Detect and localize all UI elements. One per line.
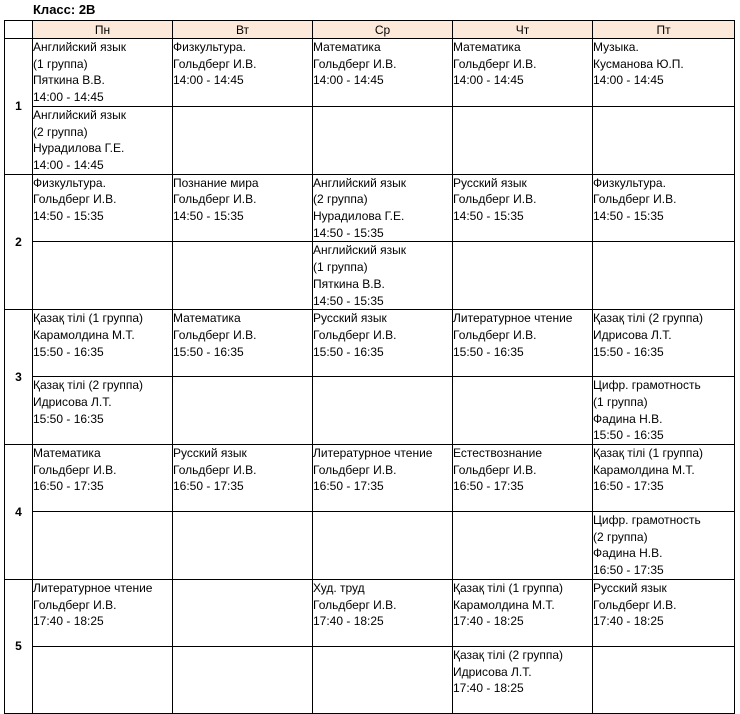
schedule-cell-tue [173, 242, 313, 310]
cell-line: Английский язык [33, 107, 127, 122]
lesson-number: 2 [5, 174, 33, 310]
cell-line: 17:40 - 18:25 [313, 614, 384, 629]
cell-line: Гольдберг И.В. [593, 597, 677, 612]
cell-line: 14:00 - 14:45 [593, 73, 664, 88]
day-header-fri: Пт [593, 21, 735, 39]
day-header-tue: Вт [173, 21, 313, 39]
cell-line: Гольдберг И.В. [173, 56, 257, 71]
schedule-cell-mon [33, 39, 173, 107]
cell-line: Музыка. [593, 40, 639, 54]
cell-line: Физкультура. [593, 175, 666, 190]
cell-line: Русский язык [313, 311, 387, 326]
schedule-cell-tue [173, 579, 313, 646]
schedule-cell-tue [173, 377, 313, 445]
schedule-cell-tue [173, 310, 313, 377]
schedule-cell-wed [313, 377, 453, 445]
lesson-number: 3 [5, 310, 33, 445]
schedule-cell-thu [453, 310, 593, 377]
cell-line: 15:50 - 16:35 [593, 428, 664, 443]
schedule-cell-thu [453, 579, 593, 646]
cell-line: Математика [313, 40, 381, 54]
schedule-cell-fri [593, 445, 735, 512]
cell-line: 14:00 - 14:45 [313, 73, 384, 88]
schedule-cell-mon [33, 377, 173, 445]
cell-line: Цифр. грамотность [593, 378, 701, 393]
cell-line: Естествознание [453, 446, 542, 461]
cell-line: Фадина Н.В. [593, 546, 663, 561]
day-header-wed: Ср [313, 21, 453, 39]
cell-line: Карамолдина М.Т. [453, 597, 555, 612]
schedule-cell-mon [33, 310, 173, 377]
lesson-row [5, 174, 735, 242]
cell-line: (2 группа) [33, 124, 88, 139]
schedule-cell-thu [453, 445, 593, 512]
cell-line: Нурадилова Г.Е. [313, 209, 405, 224]
cell-line: Идрисова Л.Т. [593, 327, 672, 342]
lesson-number: 5 [5, 579, 33, 713]
cell-line: Цифр. грамотность [593, 513, 701, 528]
schedule-cell-mon [33, 242, 173, 310]
cell-line: Гольдберг И.В. [313, 597, 397, 612]
cell-line: Литературное чтение [453, 311, 573, 326]
schedule-cell-fri [593, 310, 735, 377]
schedule-cell-mon [33, 512, 173, 580]
lesson-number: 1 [5, 39, 33, 175]
schedule-cell-fri [593, 174, 735, 242]
cell-line: 16:50 - 17:35 [33, 479, 104, 494]
schedule-cell-thu [453, 106, 593, 174]
cell-line: Қазақ тілі (2 группа) [33, 378, 144, 393]
cell-line: Нурадилова Г.Е. [33, 141, 125, 156]
class-title: Класс: 2В [33, 2, 96, 17]
cell-line: Гольдберг И.В. [33, 597, 117, 612]
cell-line: Қазақ тілі (1 группа) [453, 580, 564, 595]
schedule-cell-wed [313, 512, 453, 580]
cell-line: 15:50 - 16:35 [173, 344, 244, 359]
cell-line: Қазақ тілі (2 группа) [593, 311, 704, 326]
lesson-number: 4 [5, 445, 33, 580]
cell-line: 16:50 - 17:35 [313, 479, 384, 494]
schedule-cell-tue [173, 512, 313, 580]
cell-line: 14:00 - 14:45 [33, 157, 104, 172]
cell-line: Идрисова Л.Т. [453, 664, 532, 679]
day-header-mon: Пн [33, 21, 173, 39]
cell-line: Гольдберг И.В. [453, 462, 537, 477]
cell-line: 15:50 - 16:35 [33, 411, 104, 426]
cell-line: Гольдберг И.В. [313, 56, 397, 71]
cell-line: Карамолдина М.Т. [33, 327, 135, 342]
cell-line: Познание мира [173, 175, 259, 190]
cell-line: 14:50 - 15:35 [33, 209, 104, 224]
cell-line: 17:40 - 18:25 [593, 614, 664, 629]
cell-line: 17:40 - 18:25 [453, 614, 524, 629]
cell-line: (1 группа) [313, 260, 368, 275]
cell-line: Литературное чтение [313, 446, 433, 461]
cell-line: Қазақ тілі (1 группа) [593, 446, 704, 461]
schedule-cell-thu [453, 646, 593, 713]
cell-line: 17:40 - 18:25 [33, 614, 104, 629]
cell-line: (2 группа) [593, 529, 648, 544]
cell-line: 16:50 - 17:35 [593, 563, 664, 578]
schedule-cell-tue [173, 646, 313, 713]
header-row [5, 21, 735, 39]
cell-line: 14:00 - 14:45 [173, 73, 244, 88]
schedule-cell-thu [453, 39, 593, 107]
cell-line: 14:50 - 15:35 [313, 225, 384, 240]
cell-line: 14:00 - 14:45 [33, 90, 104, 105]
cell-line: Карамолдина М.Т. [593, 462, 695, 477]
cell-line: Английский язык [313, 243, 407, 258]
cell-line: 17:40 - 18:25 [453, 681, 524, 696]
cell-line: Гольдберг И.В. [453, 327, 537, 342]
cell-line: Худ. труд [313, 580, 365, 595]
schedule-cell-fri [593, 646, 735, 713]
cell-line: 14:50 - 15:35 [453, 209, 524, 224]
schedule-cell-mon [33, 646, 173, 713]
schedule-cell-wed [313, 106, 453, 174]
cell-line: 14:50 - 15:35 [593, 209, 664, 224]
schedule-cell-wed [313, 646, 453, 713]
schedule-cell-tue [173, 174, 313, 242]
cell-line: 14:50 - 15:35 [173, 209, 244, 224]
lesson-row [5, 242, 735, 310]
cell-line: (2 группа) [313, 192, 368, 207]
cell-line: Русский язык [593, 580, 667, 595]
cell-line: Гольдберг И.В. [173, 462, 257, 477]
cell-line: Қазақ тілі (1 группа) [33, 311, 144, 326]
cell-line: 15:50 - 16:35 [313, 344, 384, 359]
schedule-cell-thu [453, 377, 593, 445]
cell-line: (1 группа) [33, 56, 88, 71]
cell-line: Гольдберг И.В. [453, 192, 537, 207]
cell-line: 14:50 - 15:35 [313, 293, 384, 308]
schedule-cell-fri [593, 106, 735, 174]
cell-line: Математика [33, 446, 101, 461]
schedule-cell-wed [313, 242, 453, 310]
cell-line: Русский язык [453, 175, 527, 190]
corner-cell [5, 21, 33, 39]
day-header-thu: Чт [453, 21, 593, 39]
cell-line: Гольдберг И.В. [593, 192, 677, 207]
cell-line: Физкультура. [173, 40, 246, 54]
cell-line: Гольдберг И.В. [33, 462, 117, 477]
cell-line: Гольдберг И.В. [313, 462, 397, 477]
cell-line: 15:50 - 16:35 [33, 344, 104, 359]
cell-line: Пяткина В.В. [33, 73, 105, 88]
schedule-cell-wed [313, 39, 453, 107]
lesson-row [5, 106, 735, 174]
cell-line: 14:00 - 14:45 [453, 73, 524, 88]
cell-line: Математика [173, 311, 241, 326]
lesson-row [5, 579, 735, 646]
cell-line: 15:50 - 16:35 [593, 344, 664, 359]
cell-line: Гольдберг И.В. [173, 192, 257, 207]
cell-line: Гольдберг И.В. [453, 56, 537, 71]
schedule-cell-fri [593, 579, 735, 646]
schedule-cell-mon [33, 579, 173, 646]
cell-line: Кусманова Ю.П. [593, 56, 684, 71]
cell-line: Русский язык [173, 446, 247, 461]
schedule-cell-thu [453, 242, 593, 310]
schedule-table [4, 20, 735, 714]
schedule-cell-fri [593, 39, 735, 107]
schedule-cell-tue [173, 445, 313, 512]
cell-line: 16:50 - 17:35 [453, 479, 524, 494]
schedule-cell-mon [33, 174, 173, 242]
schedule-cell-thu [453, 512, 593, 580]
lesson-row [5, 310, 735, 377]
cell-line: 16:50 - 17:35 [173, 479, 244, 494]
cell-line: Фадина Н.В. [593, 411, 663, 426]
cell-line: Математика [453, 40, 521, 54]
cell-line: Английский язык [33, 40, 127, 54]
schedule-cell-fri [593, 377, 735, 445]
cell-line: Английский язык [313, 175, 407, 190]
schedule-cell-fri [593, 242, 735, 310]
schedule-cell-wed [313, 174, 453, 242]
lesson-row [5, 512, 735, 580]
schedule-cell-mon [33, 106, 173, 174]
cell-line: Пяткина В.В. [313, 276, 385, 291]
cell-line: Гольдберг И.В. [33, 192, 117, 207]
lesson-row [5, 39, 735, 107]
cell-line: 15:50 - 16:35 [453, 344, 524, 359]
cell-line: Литературное чтение [33, 580, 153, 595]
schedule-cell-wed [313, 310, 453, 377]
schedule-cell-fri [593, 512, 735, 580]
schedule-cell-wed [313, 579, 453, 646]
schedule-cell-wed [313, 445, 453, 512]
schedule-cell-tue [173, 106, 313, 174]
schedule-cell-mon [33, 445, 173, 512]
cell-line: Қазақ тілі (2 группа) [453, 647, 564, 662]
schedule-cell-thu [453, 174, 593, 242]
lesson-row [5, 377, 735, 445]
cell-line: Гольдберг И.В. [173, 327, 257, 342]
cell-line: (1 группа) [593, 394, 648, 409]
cell-line: Идрисова Л.Т. [33, 394, 112, 409]
schedule-cell-tue [173, 39, 313, 107]
cell-line: 16:50 - 17:35 [593, 479, 664, 494]
cell-line: Гольдберг И.В. [313, 327, 397, 342]
cell-line: Физкультура. [33, 175, 106, 190]
lesson-row [5, 646, 735, 713]
lesson-row [5, 445, 735, 512]
